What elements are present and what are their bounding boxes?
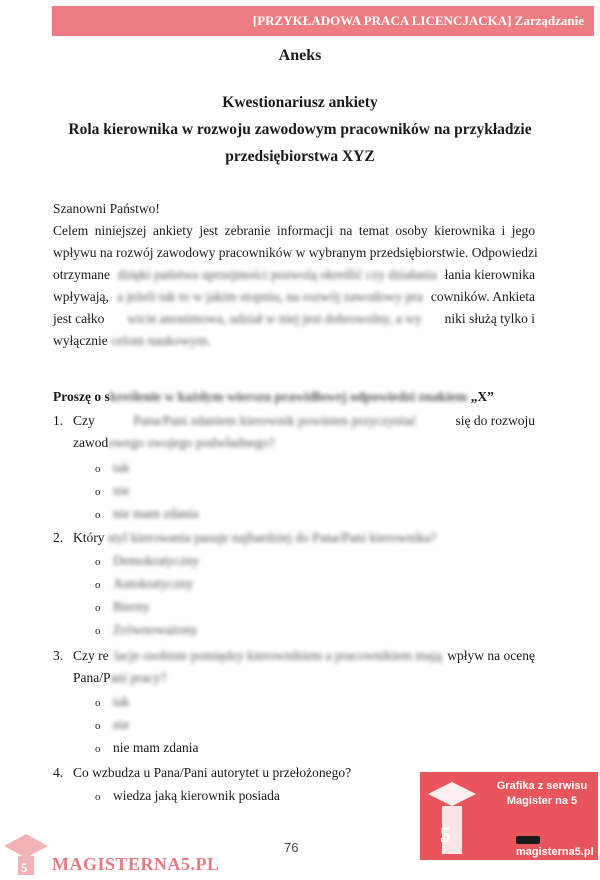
instruction-text: Proszę o s	[53, 389, 110, 404]
question-number: 1.	[53, 413, 64, 428]
graduate-figure-icon	[420, 772, 490, 860]
instruction-text: „X”	[470, 389, 494, 404]
answer-option	[95, 717, 130, 733]
circle-bullet-icon: o	[95, 486, 101, 498]
page-number: 76	[284, 840, 299, 855]
blurred-text: styl kierowania pasuje najbardziej do Pana/Pani kierownika?	[107, 530, 437, 545]
intro-line: Celem niniejszej ankiety jest zebranie informacji na temat osoby kierownika i jego	[53, 223, 535, 238]
answer-option	[95, 622, 198, 638]
running-header	[52, 6, 594, 36]
question-line	[73, 527, 535, 549]
circle-bullet-icon: o	[95, 509, 101, 521]
blurred-text: nie mam zdania	[113, 506, 199, 521]
intro-line: wpływu na rozwój zawodowy pracowników w wybranym przedsiębiorstwie. Odpowiedzi	[53, 245, 538, 260]
intro-text: wpływają,	[53, 289, 109, 304]
question-line	[73, 667, 535, 689]
topic-heading-line1: Rola kierownika w rozwoju zawodowym pracowników na przykładzie	[68, 121, 532, 138]
blurred-text: kreślenie w każdym wierszu prawidłowej odpowiedzi znakiem	[109, 389, 468, 404]
blurred-text: lacje osobiste pomiędzy kierownikiem a pracownikiem mają	[114, 648, 442, 663]
intro-text: wyłącznie	[53, 333, 108, 348]
instruction	[53, 386, 535, 408]
question-line	[73, 432, 535, 454]
answer-text: wiedza jaką kierownik posiada	[113, 788, 280, 803]
circle-bullet-icon: o	[95, 556, 101, 568]
graduate-figure-icon	[0, 826, 52, 875]
question-text: zawod	[73, 435, 109, 450]
promo-url	[516, 834, 598, 858]
blurred-text: Bierny	[113, 599, 150, 614]
intro-text: łania kierownika	[444, 267, 535, 282]
question-text: się do rozwoju	[455, 413, 535, 428]
watermark-text: MAGISTERNA5.PL	[52, 854, 220, 874]
blurred-text: ani pracy?	[110, 670, 167, 685]
question-text: wpływ na ocenę	[447, 648, 535, 663]
question-2	[73, 527, 535, 549]
www-icon	[516, 835, 540, 845]
answer-option	[95, 506, 198, 522]
circle-bullet-icon: o	[95, 697, 101, 709]
blurred-text: Demokratyczny	[113, 553, 200, 568]
answer-text: nie mam zdania	[113, 740, 199, 755]
question-number: 2.	[53, 530, 64, 545]
answer-option	[95, 553, 199, 569]
blurred-text: owego swojego podwładnego?	[108, 435, 275, 450]
answer-option	[95, 483, 130, 499]
circle-bullet-icon: o	[95, 602, 101, 614]
question-text: Który	[73, 530, 105, 545]
question-number: 4.	[53, 765, 64, 780]
question-text: Pana/P	[73, 670, 111, 685]
question-3	[73, 645, 535, 689]
question-number: 3.	[53, 648, 64, 663]
running-header-text: [PRZYKŁADOWA PRACA LICENCJACKA] Zarządzanie	[252, 13, 584, 28]
circle-bullet-icon: o	[95, 720, 101, 732]
blurred-text: tak	[113, 460, 130, 475]
answer-option	[95, 694, 130, 710]
answer-option	[95, 599, 150, 615]
intro-text: jest całko	[53, 311, 105, 326]
answer-option	[95, 740, 198, 756]
circle-bullet-icon: o	[95, 743, 101, 755]
blurred-text: Autokratyczny	[113, 576, 194, 591]
promo-banner	[420, 772, 598, 860]
question-text: Czy re	[73, 648, 109, 663]
intro-line	[53, 330, 535, 352]
promo-line: Grafika z serwisu	[496, 780, 588, 792]
grade-five: 5	[440, 822, 451, 847]
promo-text	[490, 779, 594, 809]
blurred-text: nie	[113, 483, 130, 498]
question-line	[73, 410, 535, 432]
answer-option	[95, 788, 280, 804]
page-title: Aneks	[278, 47, 322, 64]
intro-text: niki służą tylko i	[444, 311, 535, 326]
intro-paragraph	[53, 198, 538, 352]
blurred-text: wicie anonimowa, udział w niej jest dobrowolny, a wy	[127, 311, 422, 326]
answer-option	[95, 576, 193, 592]
circle-bullet-icon: o	[95, 791, 101, 803]
magisterna5-logo	[0, 826, 220, 875]
blurred-text: dzięki państwa uprzejmości pozwolą określić czy działania	[117, 267, 437, 282]
question-text: Czy	[73, 413, 95, 428]
question-1	[73, 410, 535, 454]
questionnaire-heading: Kwestionariusz ankiety	[222, 94, 378, 111]
promo-line: Magister na 5	[506, 795, 578, 807]
promo-url-text: magisterna5.pl	[516, 846, 594, 858]
intro-line	[53, 308, 535, 330]
circle-bullet-icon: o	[95, 625, 101, 637]
blurred-text: tak	[113, 694, 130, 709]
blurred-text: nie	[113, 717, 130, 732]
intro-text: otrzymane	[53, 267, 110, 282]
answer-option	[95, 460, 130, 476]
intro-text: cowników. Ankieta	[430, 289, 535, 304]
blurred-text: celom naukowym.	[111, 333, 211, 348]
blurred-text: Zrównoważony	[113, 622, 198, 637]
intro-line	[53, 286, 535, 308]
question-line	[73, 645, 535, 667]
svg-text:5: 5	[21, 860, 28, 875]
circle-bullet-icon: o	[95, 463, 101, 475]
question-text: Co wzbudza u Pana/Pani autorytet u przełożonego?	[73, 765, 352, 780]
greeting: Szanowni Państwo!	[53, 201, 160, 216]
circle-bullet-icon: o	[95, 579, 101, 591]
blurred-text: a jeżeli tak to w jakim stopniu, na rozwój zawodowy pra	[117, 289, 423, 304]
blurred-text: Pana/Pani zdaniem kierownik powinien przyczyniać	[133, 413, 417, 428]
topic-heading-line2: przedsiębiorstwa XYZ	[225, 148, 375, 165]
intro-line	[53, 264, 535, 286]
